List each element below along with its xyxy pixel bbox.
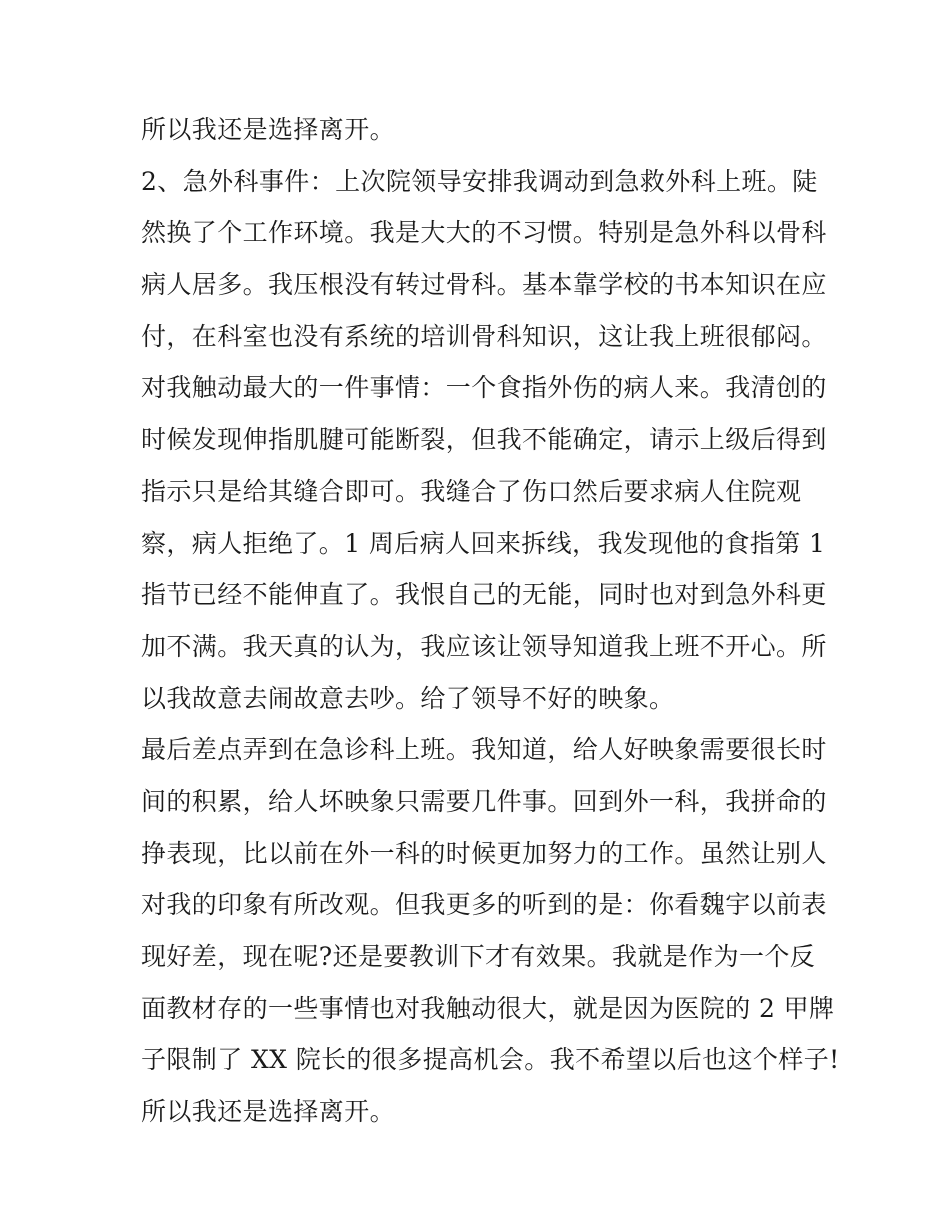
text-line: 指节已经不能伸直了。我恨自己的无能，同时也对到急外科更: [141, 580, 827, 610]
text-line: 对我的印象有所改观。但我更多的听到的是：你看魏宇以前表: [141, 890, 827, 920]
text-line: 然换了个工作环境。我是大大的不习惯。特别是急外科以骨科: [141, 218, 827, 248]
text-line: 以我故意去闹故意去吵。给了领导不好的映象。: [141, 683, 675, 713]
text-line: 面教材存的一些事情也对我触动很大，就是因为医院的 2 甲牌: [141, 993, 835, 1023]
text-line: 时候发现伸指肌腱可能断裂，但我不能确定，请示上级后得到: [141, 425, 827, 455]
text-line: 对我触动最大的一件事情：一个食指外伤的病人来。我清创的: [141, 373, 827, 403]
text-line: 加不满。我天真的认为，我应该让领导知道我上班不开心。所: [141, 631, 827, 661]
text-line: 所以我还是选择离开。: [141, 1097, 396, 1127]
text-line: 现好差，现在呢?还是要教训下才有效果。我就是作为一个反: [141, 942, 816, 971]
text-line: 2、急外科事件：上次院领导安排我调动到急救外科上班。陡: [141, 166, 818, 196]
text-line: 挣表现，比以前在外一科的时候更加努力的工作。虽然让别人: [141, 838, 827, 868]
text-line: 付，在科室也没有系统的培训骨科知识，这让我上班很郁闷。: [141, 321, 827, 351]
body-text: [141, 104, 840, 1138]
text-line: 察，病人拒绝了。1 周后病人回来拆线，我发现他的食指第 1: [141, 528, 826, 558]
text-line: 病人居多。我压根没有转过骨科。基本靠学校的书本知识在应: [141, 270, 827, 300]
text-line: 最后差点弄到在急诊科上班。我知道，给人好映象需要很长时: [141, 735, 827, 765]
text-line: 所以我还是选择离开。: [141, 115, 396, 144]
text-line: 子限制了 XX 院长的很多提高机会。我不希望以后也这个样子!: [141, 1045, 840, 1075]
text-line: 指示只是给其缝合即可。我缝合了伤口然后要求病人住院观: [141, 476, 802, 506]
text-line: 间的积累，给人坏映象只需要几件事。回到外一科，我拼命的: [141, 786, 827, 816]
